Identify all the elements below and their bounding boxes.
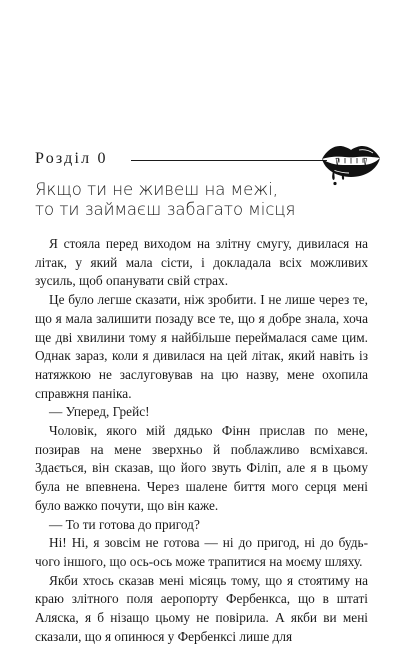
body-text bbox=[35, 235, 368, 646]
chapter-title bbox=[35, 180, 375, 220]
chapter-header bbox=[35, 140, 375, 184]
paragraph: Якби хтось сказав мені місяць тому, що я стоятиму на краю злітного поля аеропорту Фербенкса, що в штаті Аляска, я б нізащо цьому не повірила. А якби ви мені сказали, що я опинюся у Фербенксі лише для bbox=[35, 572, 368, 644]
paragraph: Ні! Ні, я зовсім не готова — ні до пригод, ні до будь-чого іншого, що ось-ось може трапитися на моєму шляху. bbox=[35, 535, 368, 569]
paragraph: — Уперед, Грейс! bbox=[49, 404, 150, 420]
paragraph: — То ти готова до пригод? bbox=[49, 516, 200, 532]
paragraph: Це було легше сказати, ніж зробити. І не лише через те, що я мала залишити позаду все те, що я добре знала, хоча ще дві хвилини тому я найбільше переймалася саме цим. Однак зараз, коли я дивилася на цей літак, який навіть із натяжкою не заслуговував на цю назву, мене охопила справжня паніка. bbox=[35, 292, 368, 401]
chapter-title-line: Якщо ти не живеш на межі, bbox=[35, 180, 279, 199]
chapter-divider bbox=[131, 160, 327, 161]
paragraph: Я стояла перед виходом на злітну смугу, дивилася на літак, у який мала сісти, і докладала всіх можливих зусиль, щоб опанувати свій страх. bbox=[35, 236, 368, 289]
chapter-label: Розділ 0 bbox=[35, 150, 108, 167]
chapter-title-line: то ти займаєш забагато місця bbox=[35, 200, 296, 219]
paragraph: Чоловік, якого мій дядько Фінн прислав по мене, позирав на мене зверхньо й поблажливо всміхався. Здається, він сказав, що його звуть Філіп, але я в цьому була не впевнена. Через шалене биття мого серця мені було важко почути, що він каже. bbox=[35, 423, 368, 513]
